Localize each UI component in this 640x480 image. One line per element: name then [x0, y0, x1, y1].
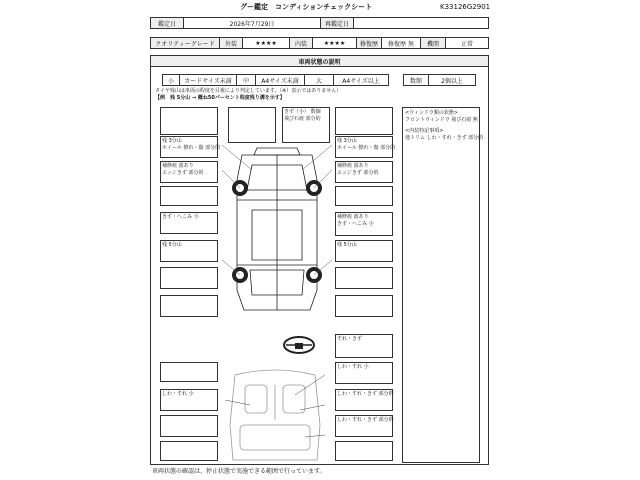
callout-box: [160, 267, 218, 289]
quality-grade-label: クオリティーグレード: [150, 37, 220, 49]
steering-wheel-icon: [281, 334, 317, 356]
callout-right4-line1: 残 5分山: [337, 242, 357, 248]
callout-left3-line1: きず・へこみ 小: [162, 214, 199, 220]
callout-top-line2: 飛び石痕 部分的: [284, 116, 321, 122]
kantei-date-value: 2026年7月29日: [183, 17, 321, 29]
callout-box: [335, 295, 393, 317]
engine-value: 正常: [445, 37, 489, 49]
callout-right2-line1: 補修痕 波あり: [337, 163, 369, 169]
callout-steering: すれ・きず: [337, 336, 363, 342]
notes-interior-detail: 他トリム しわ・すれ・きず 部分的: [405, 135, 484, 141]
notes-window-detail: フロントウィンドウ 飛び石痕 無: [405, 117, 478, 123]
legend-medium-desc: A4サイズ未満: [255, 74, 305, 86]
callout-top-line1: きず（小） 数個: [284, 109, 321, 115]
callout-box: [335, 267, 393, 289]
callout-box: [228, 107, 276, 143]
exterior-stars: ★★★★: [242, 37, 290, 49]
callout-right1-line1: 残 3分山: [337, 138, 357, 144]
section-title: 車両状態の説明: [150, 55, 489, 67]
count-label: 数額: [403, 74, 429, 86]
callout-left2-line1: 補修痕 波あり: [162, 163, 194, 169]
callout-left1-line1: 残 3分山: [162, 138, 182, 144]
callout-box: [160, 362, 218, 382]
document-id: K33126G2901: [440, 3, 491, 11]
callout-right3-line2: きず・へこみ 小: [337, 221, 374, 227]
callout-interior-r1: しわ・すれ 小: [337, 364, 369, 370]
callout-box: [160, 107, 218, 135]
callout-right2-line2: エッジきず 部分的: [337, 170, 379, 176]
footer-note: 車両状態の確認は、停止状態で実施できる範囲で行っています。: [152, 468, 326, 475]
notes-box: [402, 107, 480, 463]
tire-note: タイヤ残山は車両の程度を目視により判定しています。（※）表示ではありません）: [155, 88, 342, 94]
legend-small-desc: カードサイズ未満: [179, 74, 237, 86]
repair-history-value: 修復歴 無: [381, 37, 421, 49]
callout-box: [160, 415, 218, 437]
rekantei-date-label: 再鑑定日: [320, 17, 354, 29]
kantei-date-label: 鑑定日: [150, 17, 184, 29]
callout-interior-r2: しわ・すれ・きず 部分的: [337, 391, 394, 397]
legend-large-key: 大: [304, 74, 334, 86]
callout-interior-r3: しわ・すれ・きず 部分的: [337, 417, 394, 423]
notes-window-heading: <ウィンドウ類の状態>: [405, 110, 459, 116]
notes-interior-heading: <内装特記事項>: [405, 128, 444, 134]
tire-example: 【例 残 5分山 → 概ね50パーセント程度残り溝を示す】: [155, 95, 285, 101]
legend-medium-key: 中: [236, 74, 256, 86]
callout-box: [335, 186, 393, 206]
legend-large-desc: A4サイズ以上: [333, 74, 389, 86]
callout-left2-line2: エッジきず 部分的: [162, 170, 204, 176]
callout-box: [160, 441, 218, 461]
car-exterior-diagram: [222, 140, 332, 320]
count-value: 2個以上: [428, 74, 476, 86]
interior-label: 内装: [289, 37, 313, 49]
callout-right1-line2: ホイール 擦れ・傷 部分的: [337, 145, 396, 151]
callout-left4-line1: 残 5分山: [162, 242, 182, 248]
callout-interior-l1: しわ・すれ 小: [162, 391, 194, 397]
callout-right3-line1: 補修痕 波あり: [337, 214, 369, 220]
car-interior-diagram: [225, 365, 325, 465]
sheet-title: グー鑑定 コンディションチェックシート: [240, 3, 373, 11]
legend-small-key: 小: [162, 74, 180, 86]
interior-stars: ★★★★: [312, 37, 357, 49]
callout-box: [335, 107, 393, 135]
callout-box: [160, 186, 218, 206]
engine-label: 機関: [420, 37, 446, 49]
callout-left1-line2: ホイール 擦れ・傷 部分的: [162, 145, 221, 151]
exterior-label: 外装: [219, 37, 243, 49]
repair-history-label: 修復歴: [356, 37, 382, 49]
rekantei-date-value: [353, 17, 489, 29]
callout-box: [335, 441, 393, 461]
callout-box: [160, 295, 218, 317]
